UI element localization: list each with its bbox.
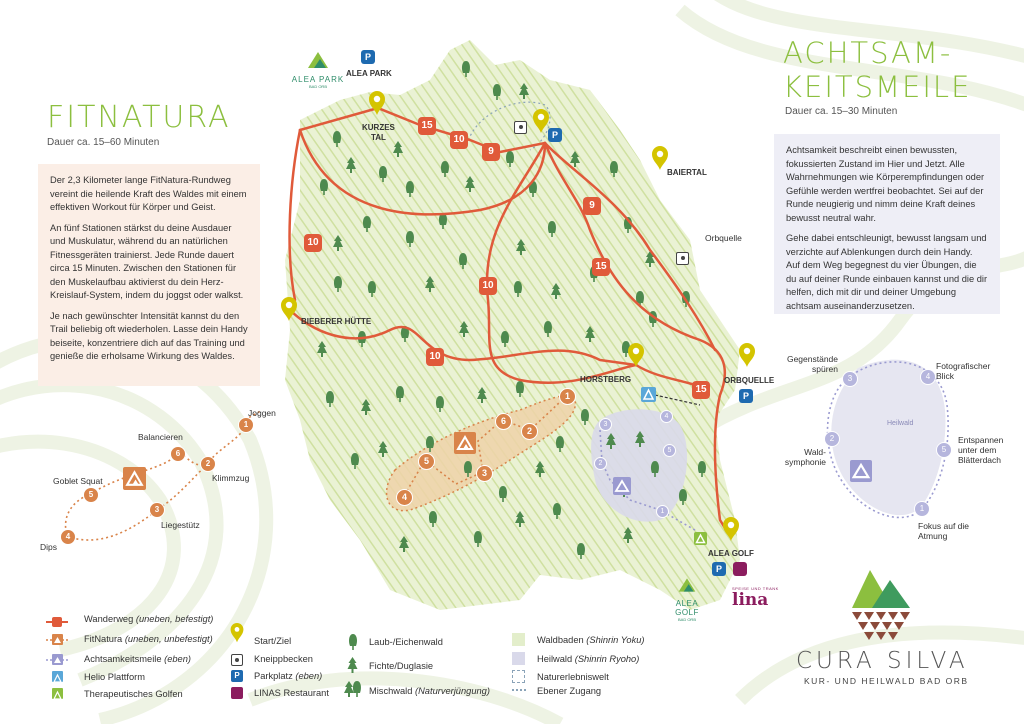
achtsam-overview-marker: 1	[914, 501, 930, 517]
achtsam-marker: 3	[599, 418, 612, 431]
fit-overview-marker: 6	[170, 446, 186, 462]
alea-golf-logo	[664, 576, 710, 622]
legend-fichte: Fichte/Duglasie	[369, 661, 434, 671]
linas-logo	[732, 586, 779, 609]
alea-park-logo-text: ALEA PARK	[291, 75, 345, 84]
legend-wanderweg: Wanderweg (uneben, befestigt)	[84, 614, 214, 624]
achtsam-overview-icon	[850, 460, 872, 482]
pin-alea-golf	[723, 517, 739, 541]
achtsam-overview-marker: 2	[824, 431, 840, 447]
pin-kurzes-tal	[369, 91, 385, 115]
legend-kneipp-icon	[231, 654, 243, 666]
parking-icon: P	[739, 389, 753, 403]
alea-park-logo	[288, 50, 348, 89]
station-entspannen: Entspannen unter dem Blätterdach	[958, 435, 1004, 465]
achtsam-marker: 4	[660, 410, 673, 423]
station-waldsymphonie: Wald-symphonie	[784, 447, 826, 467]
legend-kneipp: Kneippbecken	[254, 654, 313, 664]
achtsam-marker: 1	[656, 505, 669, 518]
label-baiertal: BAIERTAL	[667, 168, 707, 177]
station-liegestuetz: Liegestütz	[161, 520, 200, 530]
legend-wanderweg-swatch	[46, 614, 66, 622]
label-alea-golf: ALEA GOLF	[708, 549, 754, 558]
pin-bieberer-huette	[281, 297, 297, 321]
route-marker: 10	[450, 131, 468, 149]
achtsam-overview-marker: 3	[842, 371, 858, 387]
label-orbquelle-top: Orbquelle	[705, 233, 742, 243]
achtsam-title-line1: ACHTSAM-	[783, 36, 953, 70]
alea-golf-logo-text: ALEA GOLF	[675, 599, 699, 617]
station-dips: Dips	[40, 542, 58, 552]
legend-parkplatz: Parkplatz (eben)	[254, 671, 323, 681]
heilwald-overview-label: Heilwald	[887, 420, 914, 427]
fit-marker: 5	[418, 453, 435, 470]
label-kurzes-tal-1: KURZES	[362, 123, 395, 132]
station-gegenstaende: Gegenstände spüren	[786, 354, 838, 374]
legend-deciduous-icon	[348, 634, 358, 650]
achtsam-overview-marker: 5	[936, 442, 952, 458]
legend-waldbaden-swatch	[512, 633, 525, 646]
alea-park-logo-sub: BAD ORB	[308, 84, 327, 89]
legend-heilwald: Heilwald (Shinrin Ryoho)	[537, 654, 640, 664]
station-fokus-atmung: Fokus auf die Atmung	[918, 521, 970, 541]
legend-laubwald: Laub-/Eichenwald	[369, 637, 443, 647]
station-foto-blick: Fotografischer Blick	[936, 361, 991, 381]
achtsam-overview-marker: 4	[920, 369, 936, 385]
brand-name: CURA SILVA	[796, 648, 969, 674]
route-marker: 15	[418, 117, 436, 135]
legend-naturerlebniswelt: Naturerlebniswelt	[537, 672, 609, 682]
linas-logo-text: lina	[732, 590, 769, 610]
route-marker: 15	[592, 258, 610, 276]
pin-orbquelle	[739, 343, 755, 367]
fitnatura-paragraph: Der 2,3 Kilometer lange FitNatura-Rundweg vereint die heilende Kraft des Waldes mit einem effektiven Workout für Körper und Geist.	[50, 175, 247, 212]
label-bieberer-huette: BIEBERER HÜTTE	[301, 317, 372, 326]
legend-start-ziel: Start/Ziel	[254, 636, 292, 646]
pin-horstberg	[628, 343, 644, 367]
achtsam-paragraph: Achtsamkeit beschreibt einen bewussten, fokussierten Zustand im Hier und Jetzt. Alle Wahrnehmungen wie Körperempfindungen oder Gefühle werden wertfrei beobachtet. Sei auf der Runde neugierig und nimm deine Kraft deines bewusst neutral wahr.	[786, 145, 985, 223]
cura-silva-logo	[846, 566, 916, 647]
fit-overview-marker: 1	[238, 417, 254, 433]
legend-achtsam-swatch	[46, 653, 68, 671]
legend-waldbaden: Waldbaden (Shinrin Yoku)	[537, 635, 645, 645]
legend-ebener-zugang-swatch	[511, 686, 527, 694]
parking-icon: P	[361, 50, 375, 64]
alea-golf-logo-sub: BAD ORB	[677, 617, 696, 622]
legend-ebener-zugang: Ebener Zugang	[537, 686, 602, 696]
brand-tagline: KUR- UND HEILWALD BAD ORB	[804, 676, 969, 686]
legend-pin-icon	[230, 623, 244, 643]
fit-overview-marker: 5	[83, 487, 99, 503]
fitnatura-title: FITNATURA	[47, 100, 231, 135]
achtsam-paragraph: Gehe dabei entschleunigt, bewusst langsam und verzichte auf Ablenkungen durch dein Handy. Auf dem Weg begegnest du vier Übungen, die du auf deiner Runde einbauen kannst und die dir helfen, dich mit dir und deiner Umgebung achtsam auseinanderzusetzen.	[786, 233, 988, 311]
legend-mixed-icon	[343, 681, 363, 697]
fit-marker: 2	[521, 423, 538, 440]
fit-overview-marker: 3	[149, 502, 165, 518]
legend-helio-swatch	[52, 671, 63, 682]
legend-mischwald: Mischwald (Naturverjüngung)	[369, 686, 490, 696]
label-horstberg: HORSTBERG	[580, 375, 632, 384]
station-joggen: Joggen	[248, 408, 276, 418]
fit-marker: 4	[396, 489, 413, 506]
achtsam-marker: 5	[663, 444, 676, 457]
fitnatura-paragraph: An fünf Stationen stärkst du deine Ausdauer und Muskulatur, während du an natürlichen Fitnessgeräten trainierst. Jede Runde dauert circa 15 Minuten. Zwischen den Stationen für den Muskelaufbau aktivierst du dein Herz-Kreislauf-System, indem du joggst oder walkst.	[50, 222, 244, 300]
legend-fitnatura: FitNatura (uneben, unbefestigt)	[84, 634, 213, 644]
pin-kneipp	[533, 109, 549, 133]
linas-restaurant-icon	[733, 562, 747, 576]
legend-linas-icon	[231, 687, 243, 699]
parking-icon: P	[548, 128, 562, 142]
legend-linas: LINAS Restaurant	[254, 688, 329, 698]
label-kurzes-tal	[362, 123, 395, 143]
route-marker: 10	[479, 277, 497, 295]
achtsam-dauer: Dauer ca. 15–30 Minuten	[785, 106, 898, 117]
parking-icon: P	[712, 562, 726, 576]
fitnatura-paragraph: Je nach gewünschter Intensität kannst du den Trail beliebig oft wiederholen. Lasse dein Handy beiseite, konzentriere dich auf das Training und genieße die erholsame Wirkung des Waldes.	[50, 310, 248, 361]
fit-marker: 6	[495, 413, 512, 430]
legend-golf: Therapeutisches Golfen	[84, 689, 183, 699]
fitnatura-dauer: Dauer ca. 15–60 Minuten	[47, 137, 160, 148]
label-alea-park: ALEA PARK	[346, 69, 392, 78]
route-marker: 10	[304, 234, 322, 252]
station-klimmzug: Klimmzug	[212, 473, 250, 483]
route-marker: 9	[583, 197, 601, 215]
route-marker: 10	[426, 348, 444, 366]
pin-baiertal	[652, 146, 668, 170]
achtsam-marker: 2	[594, 457, 607, 470]
route-marker: 15	[692, 381, 710, 399]
station-goblet-squat: Goblet Squat	[53, 476, 103, 486]
legend-conifer-icon	[347, 657, 358, 673]
fit-overview-marker: 4	[60, 529, 76, 545]
route-marker: 9	[482, 143, 500, 161]
achtsam-title-line2: KEITSMEILE	[783, 70, 972, 104]
fit-marker: 1	[559, 388, 576, 405]
station-balancieren: Balancieren	[138, 432, 183, 442]
fit-overview-marker: 2	[200, 456, 216, 472]
legend-fitnatura-swatch	[46, 633, 68, 651]
legend-natur-swatch	[512, 670, 525, 683]
legend-golf-swatch	[52, 688, 63, 699]
label-orbquelle: ORBQUELLE	[724, 376, 775, 385]
legend-heilwald-swatch	[512, 652, 525, 665]
fit-marker: 3	[476, 465, 493, 482]
legend-parking-icon: P	[231, 670, 243, 682]
linas-logo-sub: SPEISE UND TRANK	[732, 586, 779, 591]
legend-achtsam: Achtsamkeitsmeile (eben)	[84, 654, 191, 664]
legend-helio: Helio Plattform	[84, 672, 145, 682]
fitnatura-overview-icon	[123, 467, 146, 490]
label-kurzes-tal-2: TAL	[370, 133, 386, 142]
